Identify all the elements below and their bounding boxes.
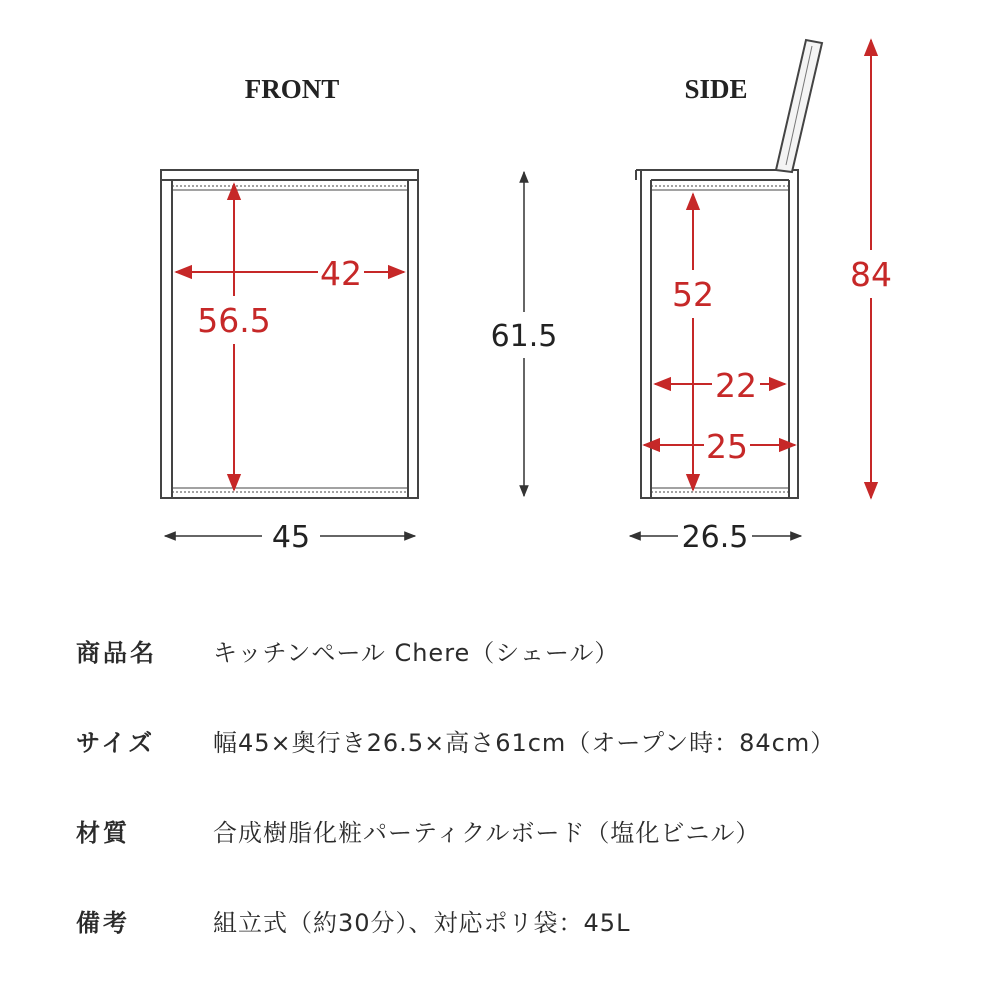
front-inner-height-label: 56.5	[197, 301, 271, 340]
spec-label: 備考	[76, 908, 130, 937]
front-inner-width-label: 42	[320, 254, 362, 293]
spec-row-size	[76, 720, 835, 760]
spec-value: 合成樹脂化粧パーティクルボード（塩化ビニル）	[213, 818, 761, 847]
spec-value: 組立式（約30分）、対応ポリ袋：45L	[213, 908, 631, 937]
spec-label: サイズ	[76, 728, 156, 757]
spec-row-notes	[76, 900, 630, 940]
front-outer-height-label: 61.5	[490, 319, 558, 354]
spec-value: キッチンペール Chere（シェール）	[213, 638, 620, 667]
front-outer-width-label: 45	[271, 520, 311, 555]
spec-value: 幅45×奥行き26.5×高さ61cm（オープン時：84cm）	[213, 728, 836, 757]
side-outer-depth-label: 26.5	[681, 520, 749, 555]
spec-label: 材質	[76, 818, 130, 847]
spec-row-material	[76, 810, 760, 850]
side-view-title: SIDE	[684, 74, 748, 104]
spec-row-product-name	[76, 630, 619, 670]
side-inner-depth-top-label: 22	[715, 366, 757, 405]
side-inner-height-label: 52	[672, 275, 714, 314]
front-view-title: FRONT	[244, 74, 340, 104]
side-inner-depth-bottom-label: 25	[706, 427, 748, 466]
side-open-height-label: 84	[850, 255, 892, 294]
spec-label: 商品名	[76, 638, 157, 667]
